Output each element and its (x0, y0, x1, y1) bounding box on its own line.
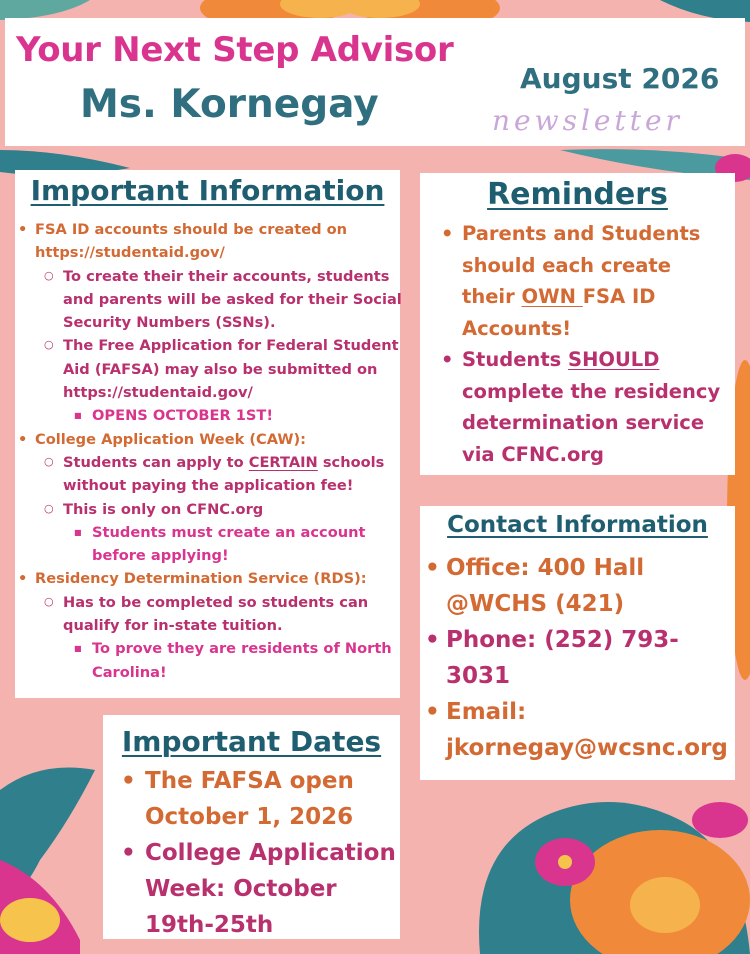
list-item (420, 344, 730, 470)
list-item-text: FSA ID Accounts! (462, 285, 656, 340)
office-item: • Office: 400 Hall @WCHS (421) (420, 550, 735, 622)
list-item: • Residency Determination Service (RDS): (17, 567, 402, 590)
list-item-text: Students (462, 348, 569, 371)
important-information-list (17, 218, 402, 684)
newsletter-title: Your Next Step Advisor (16, 30, 454, 70)
contact-information-heading: Contact Information (447, 512, 708, 538)
bottom-right-flower (479, 802, 750, 954)
list-item-text: complete the residency determination service via CFNC.org (462, 379, 721, 466)
underlined-text: CERTAIN (248, 453, 318, 471)
email-label: Email: (446, 699, 527, 725)
underlined-text: SHOULD (568, 348, 660, 371)
list-item-text: schools without paying the application fee! (63, 453, 385, 495)
bottom-left-flower (0, 768, 95, 954)
newsletter-month: August 2026 (520, 62, 720, 95)
newsletter-subtitle: newsletter (492, 104, 683, 137)
underlined-text: OWN (521, 285, 583, 308)
contact-list (420, 550, 735, 766)
phone-item: • Phone: (252) 793-3031 (420, 622, 735, 694)
list-item: ○ This is only on CFNC.org (17, 498, 402, 521)
list-item-text: Students can apply to (63, 453, 249, 471)
contact-information-card (420, 506, 735, 780)
list-item: • College Application Week: October 19th-25th (103, 835, 400, 943)
list-item (17, 451, 402, 498)
important-dates-list (103, 763, 400, 943)
list-item-text: Parents and Students should each create their (462, 222, 701, 308)
list-item: • The FAFSA open October 1, 2026 (103, 763, 400, 835)
reminders-heading: Reminders (487, 177, 668, 212)
list-item: ○ The Free Application for Federal Student Aid (FAFSA) may also be submitted on https://studentaid.gov/ (17, 334, 402, 404)
email-address: jkornegay@wcsnc.org (446, 735, 728, 761)
advisor-name: Ms. Kornegay (80, 82, 379, 127)
reminders-card (420, 173, 735, 475)
important-information-card (15, 170, 400, 698)
important-dates-card (103, 715, 400, 939)
list-item: • College Application Week (CAW): (17, 428, 402, 451)
list-item: • FSA ID accounts should be created on https://studentaid.gov/ (17, 218, 402, 265)
list-item: ■ Students must create an account before applying! (17, 521, 402, 568)
reminders-list (420, 218, 730, 470)
top-left-leaf (0, 0, 90, 20)
list-item: ■ OPENS OCTOBER 1ST! (17, 404, 402, 427)
list-item (420, 218, 730, 344)
list-item: ■ To prove they are residents of North Carolina! (17, 637, 402, 684)
important-dates-heading: Important Dates (121, 725, 382, 758)
list-item: ○ To create their their accounts, students and parents will be asked for their Social Security Numbers (SSNs). (17, 265, 402, 335)
list-item: ○ Has to be completed so students can qualify for in-state tuition. (17, 591, 402, 638)
email-item (420, 694, 735, 766)
important-information-heading: Important Information (30, 174, 385, 207)
